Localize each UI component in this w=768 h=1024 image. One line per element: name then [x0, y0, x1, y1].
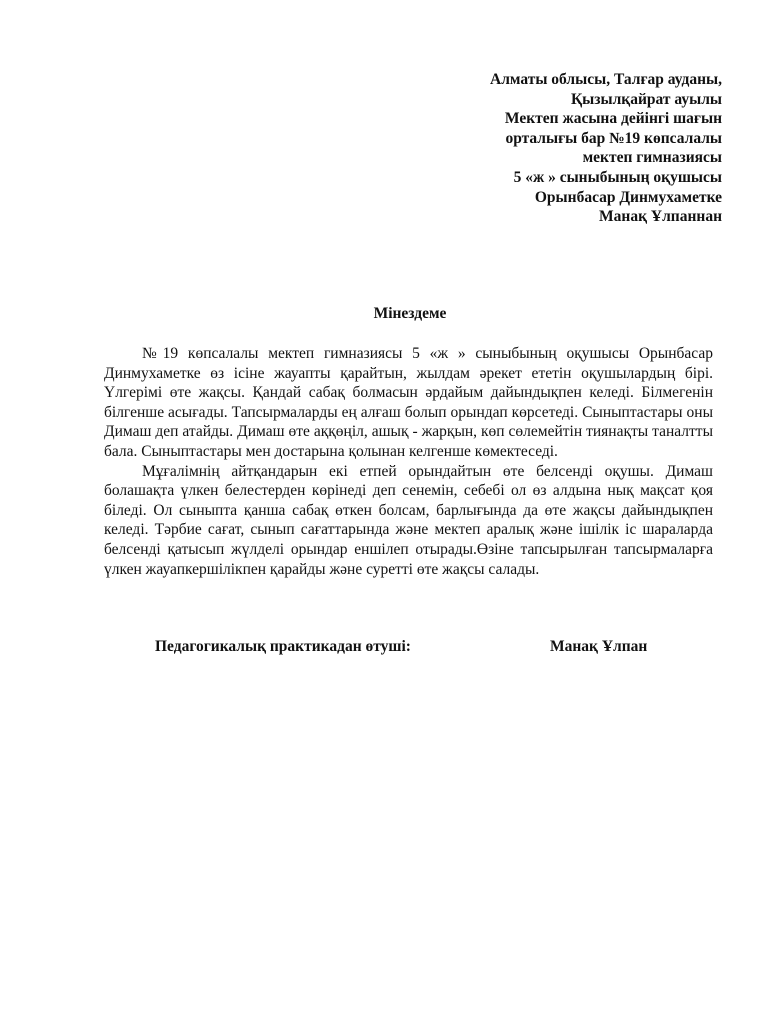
address-line-author: Манақ Ұлпаннан — [599, 208, 722, 226]
address-line-village: Қызылқайрат ауылы — [570, 90, 722, 108]
address-line-class: 5 «ж » сыныбының оқушысы — [513, 168, 722, 186]
body-paragraph-2: Мұғалімнің айтқандарын екі етпей орындайтын өте белсенді оқушы. Димаш болашақта үлкен белестерден көрінеді деп сенемін, себебі ол өз алдына нық мақсат қоя біледі. Ол сыныпта қанша сабақ өткен болсам, барлығында да өте жақсы дайындықпен келеді. Тәрбие сағат, сынып сағаттарында және мектеп аралық және ішілік іс шараларда белсенді қатысып жүлделі орындар еншілеп отырады.Өзіне тапсырылған тапсырмаларға үлкен жауапкершілікпен қарайды және суретті өте жақсы салады. — [104, 462, 713, 578]
address-line-region: Алматы облысы, Талғар ауданы, — [490, 71, 722, 88]
address-line-school-2: орталығы бар №19 көпсалалы — [505, 129, 722, 147]
recipient-address-block — [302, 70, 722, 227]
address-line-student: Орынбасар Динмухаметке — [534, 188, 722, 206]
document-title: Мінездеме — [373, 305, 447, 322]
signature-role: Педагогикалық практикадан өтуші: — [155, 638, 411, 655]
body-paragraph-1: №19 көпсалалы мектеп гимназиясы 5 «ж » сыныбының оқушысы Орынбасар Динмухаметке өз ісіне жауапты қарайтын, жылдам әрекет ететін оқушылардың бірі. Үлгерімі өте жақсы. Қандай сабақ болмасын әрдайым дайындықпен келеді. Білмегенін білгенше асығады. Тапсырмаларды ең алғаш болып орындап көрсетеді. Сыныптастары оны Димаш деп атайды. Димаш өте аққөңіл, ашық - жарқын, көп сөлемейтін тиянақты таналтты бала. Сыныптастары мен достарына қолынан келгенше көмектеседі. — [104, 345, 713, 460]
signature-name: Манақ Ұлпан — [550, 638, 648, 655]
address-line-school-3: мектеп гимназиясы — [582, 149, 722, 167]
document-body — [104, 344, 713, 579]
address-line-school-1: Мектеп жасына дейінгі шағын — [504, 110, 722, 128]
